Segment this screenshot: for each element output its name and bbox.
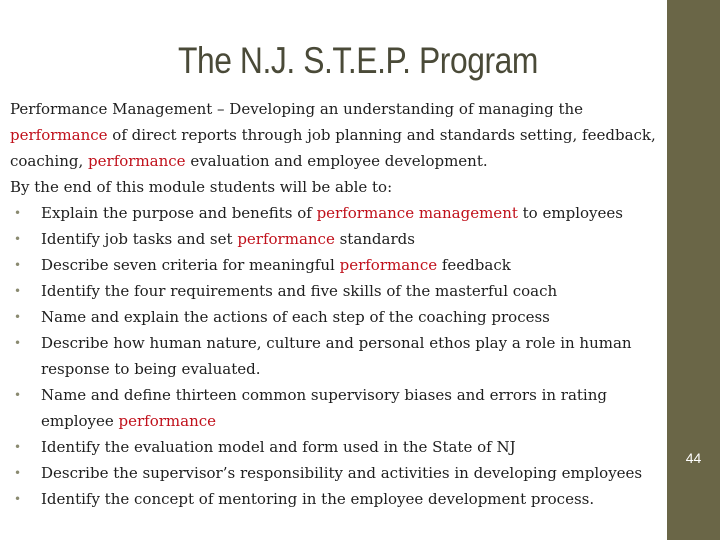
- objective-highlight: performance: [339, 256, 438, 274]
- objective-text-end: feedback: [437, 256, 511, 274]
- objective-highlight: performance management: [316, 204, 518, 222]
- intro-text-3: evaluation and employee development.: [185, 152, 488, 170]
- list-item: [10, 200, 665, 226]
- page-number: 44: [685, 450, 702, 466]
- bullet-icon: •: [14, 206, 22, 220]
- objective-text: Explain the purpose and benefits of: [41, 204, 317, 222]
- objective-text-end: standards: [334, 230, 415, 248]
- bullet-icon: •: [14, 232, 22, 246]
- bullet-icon: •: [14, 466, 22, 480]
- objective-text: Identify job tasks and set: [41, 230, 238, 248]
- objective-text: Identify the four requirements and five skills of the masterful coach: [41, 282, 558, 300]
- intro-text-1: Performance Management – Developing an understanding of managing the: [10, 100, 584, 118]
- objective-text-end: to employees: [517, 204, 623, 222]
- objective-text: Describe how human nature, culture and personal ethos play a role in human response to being evaluated.: [41, 334, 632, 378]
- objective-text: Describe the supervisor’s responsibility and activities in developing employees: [41, 464, 643, 482]
- intro-paragraph: [10, 96, 665, 174]
- slide-title: The N.J. S.T.E.P. Program: [177, 40, 539, 81]
- bullet-icon: •: [14, 258, 22, 272]
- bullet-icon: •: [14, 440, 22, 454]
- list-item: [10, 226, 665, 252]
- objective-highlight: performance: [118, 412, 217, 430]
- objective-text: Identify the concept of mentoring in the employee development process.: [41, 490, 595, 508]
- list-item: [10, 486, 665, 512]
- intro-text-2: of direct reports through job planning and standards setting, feedback, coaching,: [10, 126, 656, 170]
- list-item: [10, 252, 665, 278]
- bullet-icon: •: [14, 336, 22, 350]
- objective-text: Name and explain the actions of each step of the coaching process: [41, 308, 550, 326]
- list-item: [10, 304, 665, 330]
- intro-highlight-1: performance: [10, 126, 108, 144]
- list-item: [10, 278, 665, 304]
- objective-text: Identify the evaluation model and form used in the State of NJ: [41, 438, 516, 456]
- bullet-icon: •: [14, 388, 22, 402]
- list-item: [10, 382, 665, 434]
- bullet-icon: •: [14, 310, 22, 324]
- bullet-icon: •: [14, 492, 22, 506]
- bullet-icon: •: [14, 284, 22, 298]
- objective-highlight: performance: [237, 230, 335, 248]
- objectives-lead: By the end of this module students will be able to:: [10, 178, 393, 196]
- slide-body: [10, 96, 665, 512]
- intro-highlight-2: performance: [88, 152, 186, 170]
- list-item: [10, 460, 665, 486]
- objective-text: Name and define thirteen common supervisory biases and errors in rating employee: [41, 386, 607, 430]
- objective-text: Describe seven criteria for meaningful: [41, 256, 340, 274]
- list-item: [10, 330, 665, 382]
- list-item: [10, 434, 665, 460]
- objectives-list: [10, 200, 665, 512]
